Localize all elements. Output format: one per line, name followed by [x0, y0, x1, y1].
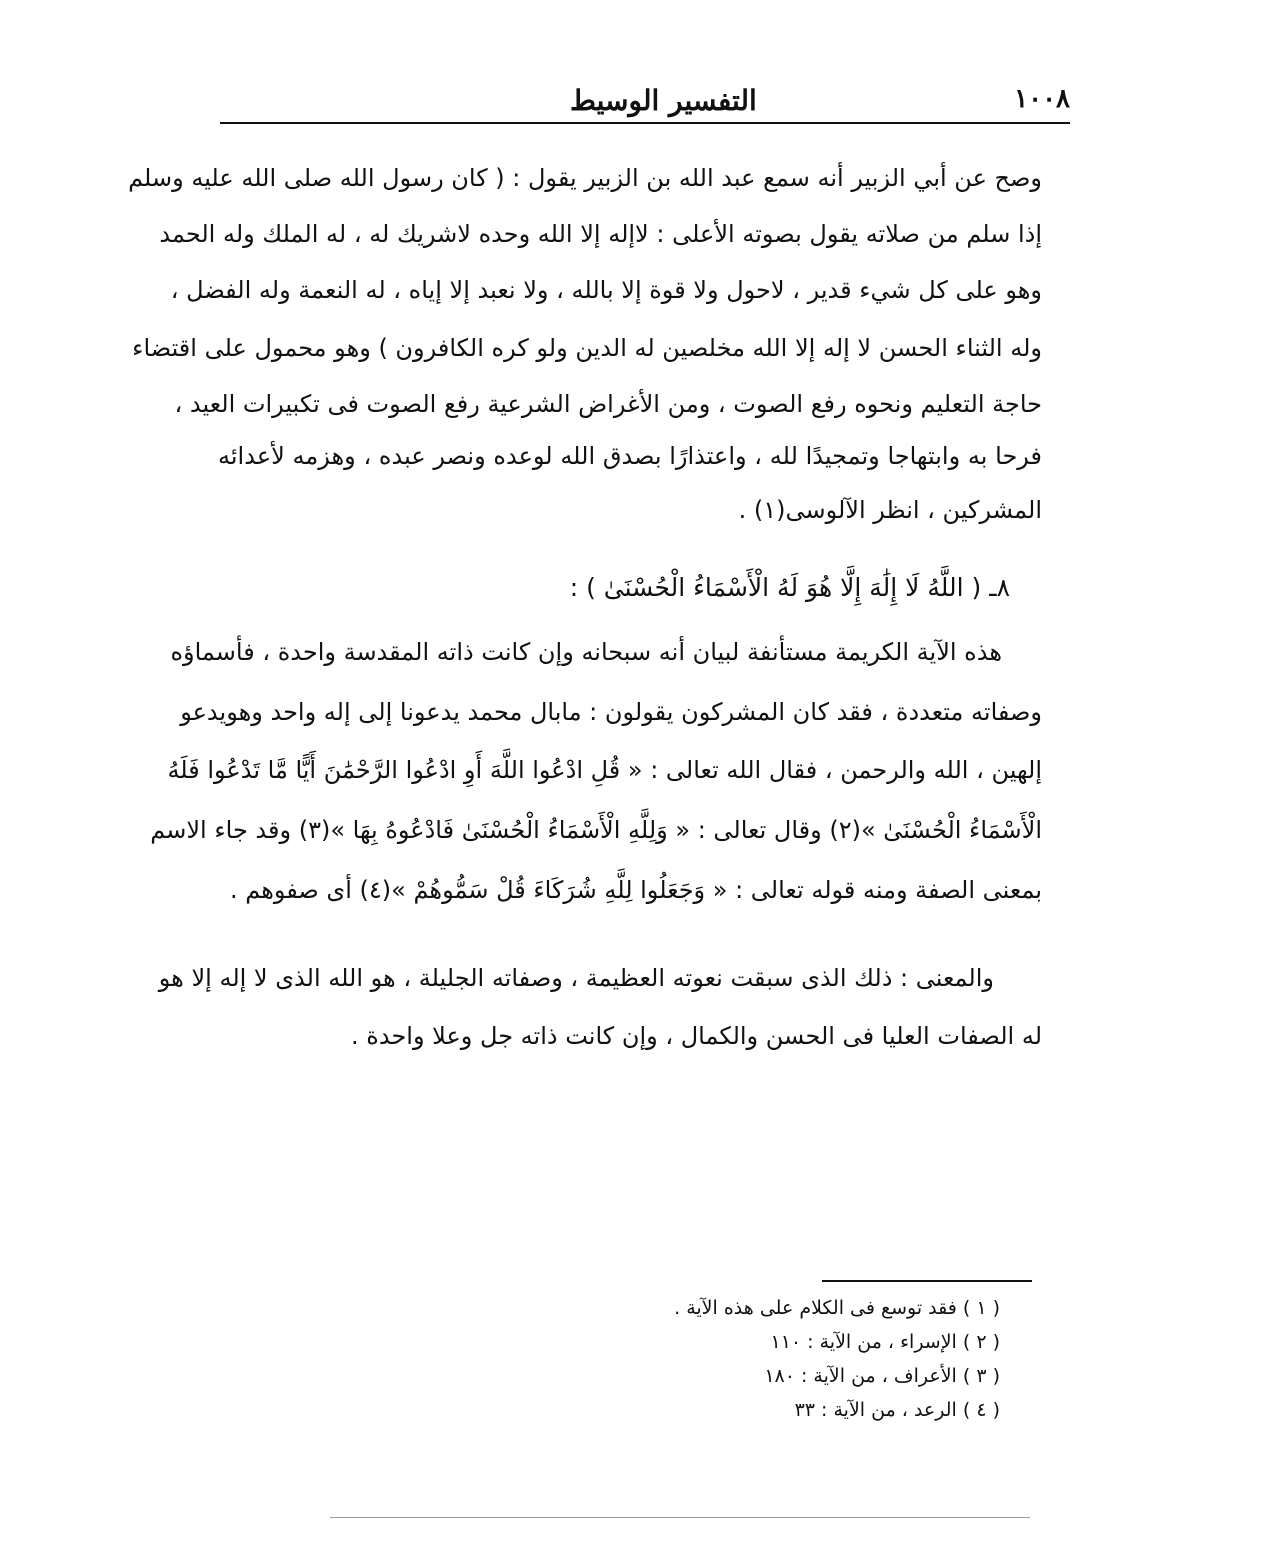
text-line: وصح عن أبي الزبير أنه سمع عبد الله بن الزبير يقول : ( كان رسول الله صلى الله عليه وسلم: [128, 164, 1042, 192]
text-line: وصفاته متعددة ، فقد كان المشركون يقولون : مابال محمد يدعونا إلى إله واحد وهويدعو: [180, 698, 1042, 726]
text-line: المشركين ، انظر الآلوسى(١) .: [738, 496, 1042, 524]
text-line: له الصفات العليا فى الحسن والكمال ، وإن كانت ذاته جل وعلا واحدة .: [351, 1022, 1042, 1050]
text-line: وهو على كل شيء قدير ، لاحول ولا قوة إلا بالله ، ولا نعبد إلا إياه ، له النعمة وله الفضل ،: [170, 276, 1042, 304]
footnote-rule: [822, 1280, 1032, 1282]
page-header: [220, 74, 1070, 124]
text-line: الْأَسْمَاءُ الْحُسْنَىٰ »(٢) وقال تعالى : « وَلِلَّهِ الْأَسْمَاءُ الْحُسْنَىٰ فَادْعُوهُ بِهَا »(٣) وقد جاء الاسم: [150, 816, 1042, 844]
verse-heading: ٨ـ ( اللَّهُ لَا إِلَٰهَ إِلَّا هُوَ لَهُ الْأَسْمَاءُ الْحُسْنَىٰ ) :: [569, 573, 1010, 602]
footnote: ( ٢ ) الإسراء ، من الآية : ١١٠: [770, 1331, 1000, 1353]
text-line: وله الثناء الحسن لا إله إلا الله مخلصين له الدين ولو كره الكافرون ) وهو محمول على اقتضاء: [132, 334, 1042, 362]
text-line: حاجة التعليم ونحوه رفع الصوت ، ومن الأغراض الشرعية رفع الصوت فى تكبيرات العيد ،: [174, 390, 1042, 418]
bottom-scan-line: [330, 1517, 1030, 1518]
text-line: إلهين ، الله والرحمن ، فقال الله تعالى : « قُلِ ادْعُوا اللَّهَ أَوِ ادْعُوا الرَّحْمَٰنَ أَيًّا مَّا تَدْعُوا فَلَهُ: [167, 756, 1042, 784]
running-title: التفسير الوسيط: [570, 84, 757, 117]
page-number: ١٠٠٨: [1014, 84, 1070, 114]
text-line: هذه الآية الكريمة مستأنفة لبيان أنه سبحانه وإن كانت ذاته المقدسة واحدة ، فأسماؤه: [170, 638, 1002, 666]
footnote: ( ٤ ) الرعد ، من الآية : ٣٣: [794, 1399, 1000, 1421]
text-line: فرحا به وابتهاجا وتمجيدًا لله ، واعتذارًا بصدق الله لوعده ونصر عبده ، وهزمه لأعدائه: [218, 442, 1042, 470]
text-line: بمعنى الصفة ومنه قوله تعالى : « وَجَعَلُوا لِلَّهِ شُرَكَاءَ قُلْ سَمُّوهُمْ »(٤) أى صفوهم .: [230, 876, 1042, 904]
text-line: والمعنى : ذلك الذى سبقت نعوته العظيمة ، وصفاته الجليلة ، هو الله الذى لا إله إلا هو: [158, 964, 994, 992]
header-rule: [220, 122, 1070, 124]
footnote: ( ١ ) فقد توسع فى الكلام على هذه الآية .: [674, 1297, 1000, 1319]
footnote: ( ٣ ) الأعراف ، من الآية : ١٨٠: [764, 1365, 1000, 1387]
text-line: إذا سلم من صلاته يقول بصوته الأعلى : لاإله إلا الله وحده لاشريك له ، له الملك وله الحمد: [159, 220, 1042, 248]
